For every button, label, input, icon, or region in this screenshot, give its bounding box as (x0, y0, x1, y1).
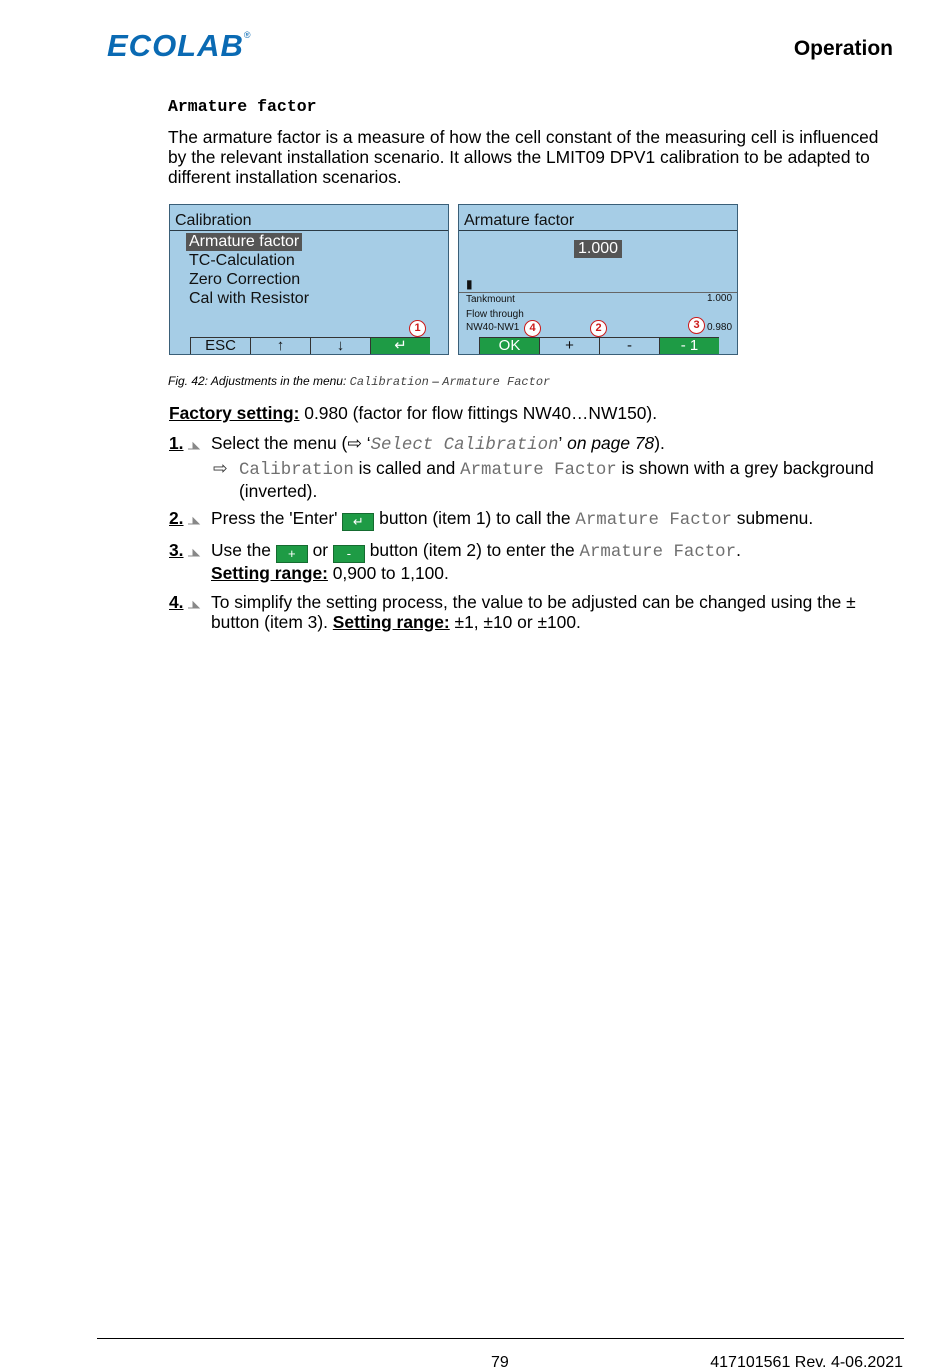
result-arrow-icon: ⇨ (213, 458, 228, 478)
step-arrow-icon (188, 596, 202, 610)
ref-quote: ‘ (361, 433, 371, 453)
section-heading: Armature factor (168, 97, 317, 116)
menu-item-zero-correction: Zero Correction (189, 271, 301, 288)
step-text: To simplify the setting process, the value to be adjusted can be changed using the ± button (item 3). (211, 592, 856, 632)
step-text: or (307, 540, 333, 560)
lcd-title: Calibration (175, 212, 252, 229)
lcd-divider (170, 230, 448, 231)
footer-divider (97, 1338, 904, 1339)
step-text: Select the menu ( (211, 433, 348, 453)
menu-item-tc-calculation: TC-Calculation (189, 252, 295, 269)
page-number: 79 (491, 1354, 509, 1371)
code-armature-factor: Armature Factor (575, 511, 732, 530)
callout-3: 3 (688, 317, 705, 334)
reference-arrow-icon: ⇨ (347, 433, 362, 453)
setting-range-label: Setting range: (211, 563, 328, 583)
code-armature-factor: Armature Factor (579, 543, 737, 562)
factory-setting-text: 0.980 (factor for flow fittings NW40…NW150). (299, 403, 658, 423)
logo-registered-mark: ® (243, 30, 251, 40)
step-text: . (736, 540, 741, 560)
setting-range-label: Setting range: (332, 612, 450, 632)
step-arrow-icon (188, 437, 202, 451)
softkey-up-arrow-icon: ↑ (250, 338, 310, 354)
armature-value-display: 1.000 (574, 240, 622, 258)
softkey-minus-one: - 1 (659, 338, 719, 354)
callout-1: 1 (409, 320, 426, 337)
softkey-down-arrow-icon: ↓ (310, 338, 370, 354)
step-number: 2. (169, 508, 184, 528)
logo-text: ECOLAB (107, 28, 244, 63)
step-text: ). (654, 433, 665, 453)
nw-label: NW40-NW1 (466, 322, 520, 333)
step-arrow-icon (188, 544, 202, 558)
menu-item-cal-with-resistor: Cal with Resistor (189, 290, 310, 307)
result-text: is called and (353, 458, 461, 478)
lcd-armature-factor-screen (458, 204, 738, 355)
step-number: 1. (169, 433, 184, 453)
lcd-softkey-bar (190, 337, 430, 354)
tankmount-value: 1.000 (707, 293, 733, 304)
caption-code-armature-factor: Armature Factor (442, 375, 551, 389)
setting-range-text: 0,900 to 1,100. (327, 563, 449, 583)
lcd-calibration-screen (169, 204, 449, 355)
factory-setting (169, 403, 657, 424)
step-number: 4. (169, 592, 184, 612)
ref-quote: ’ (558, 433, 563, 453)
reference-page[interactable]: on page 78 (562, 433, 655, 453)
softkey-ok: OK (479, 338, 539, 354)
softkey-plus: + (539, 338, 599, 354)
step-2 (169, 508, 899, 531)
result-code-calibration: Calibration (239, 461, 354, 480)
step-result (211, 458, 899, 501)
softkey-minus: - (599, 338, 659, 354)
softkey-esc: ESC (190, 338, 250, 354)
caption-code-calibration: Calibration (349, 375, 429, 389)
step-text: Press the 'Enter' (211, 508, 343, 528)
tankmount-label: Tankmount (466, 294, 515, 305)
step-text: button (item 1) to call the (374, 508, 576, 528)
minus-button-icon: - (333, 545, 365, 563)
reference-link-select-calibration[interactable]: Select Calibration (370, 436, 559, 455)
caption-separator: – (428, 374, 443, 388)
cursor-marker: ▮ (466, 277, 473, 291)
lcd-divider (459, 230, 737, 231)
enter-button-icon: ↵ (342, 513, 374, 531)
figure-caption (168, 374, 550, 389)
page-header-title: Operation (793, 37, 893, 60)
step-3 (169, 540, 899, 583)
step-1 (169, 433, 899, 501)
intro-paragraph: The armature factor is a measure of how the cell constant of the measuring cell is influenced by the relevant installation scenario. It allows the LMIT09 DPV1 calibration to be adapted to different installation scenarios. (168, 127, 879, 187)
plus-button-icon: + (276, 545, 308, 563)
result-code-armature-factor: Armature Factor (460, 461, 617, 480)
ecolab-logo (107, 30, 251, 62)
softkey-enter-icon: ↵ (370, 338, 430, 354)
result-text: is shown with a grey background (inverted). (239, 458, 874, 501)
step-text: Use the (211, 540, 276, 560)
nw-value: 0.980 (707, 322, 733, 333)
factory-setting-label: Factory setting: (169, 403, 300, 423)
lcd-divider (459, 292, 737, 293)
setting-range-text: ±1, ±10 or ±100. (449, 612, 581, 632)
step-number: 3. (169, 540, 184, 560)
document-revision: 417101561 Rev. 4-06.2021 (710, 1354, 903, 1371)
lcd-softkey-bar (479, 337, 719, 354)
step-text: submenu. (731, 508, 814, 528)
caption-prefix: Fig. 42: Adjustments in the menu: (168, 374, 350, 388)
callout-4: 4 (524, 320, 541, 337)
step-4 (169, 592, 899, 632)
callout-2: 2 (590, 320, 607, 337)
lcd-title: Armature factor (464, 212, 575, 229)
step-text: button (item 2) to enter the (364, 540, 580, 560)
menu-item-armature-factor: Armature factor (186, 233, 302, 251)
flow-through-label: Flow through (466, 309, 524, 320)
step-arrow-icon (188, 512, 202, 526)
